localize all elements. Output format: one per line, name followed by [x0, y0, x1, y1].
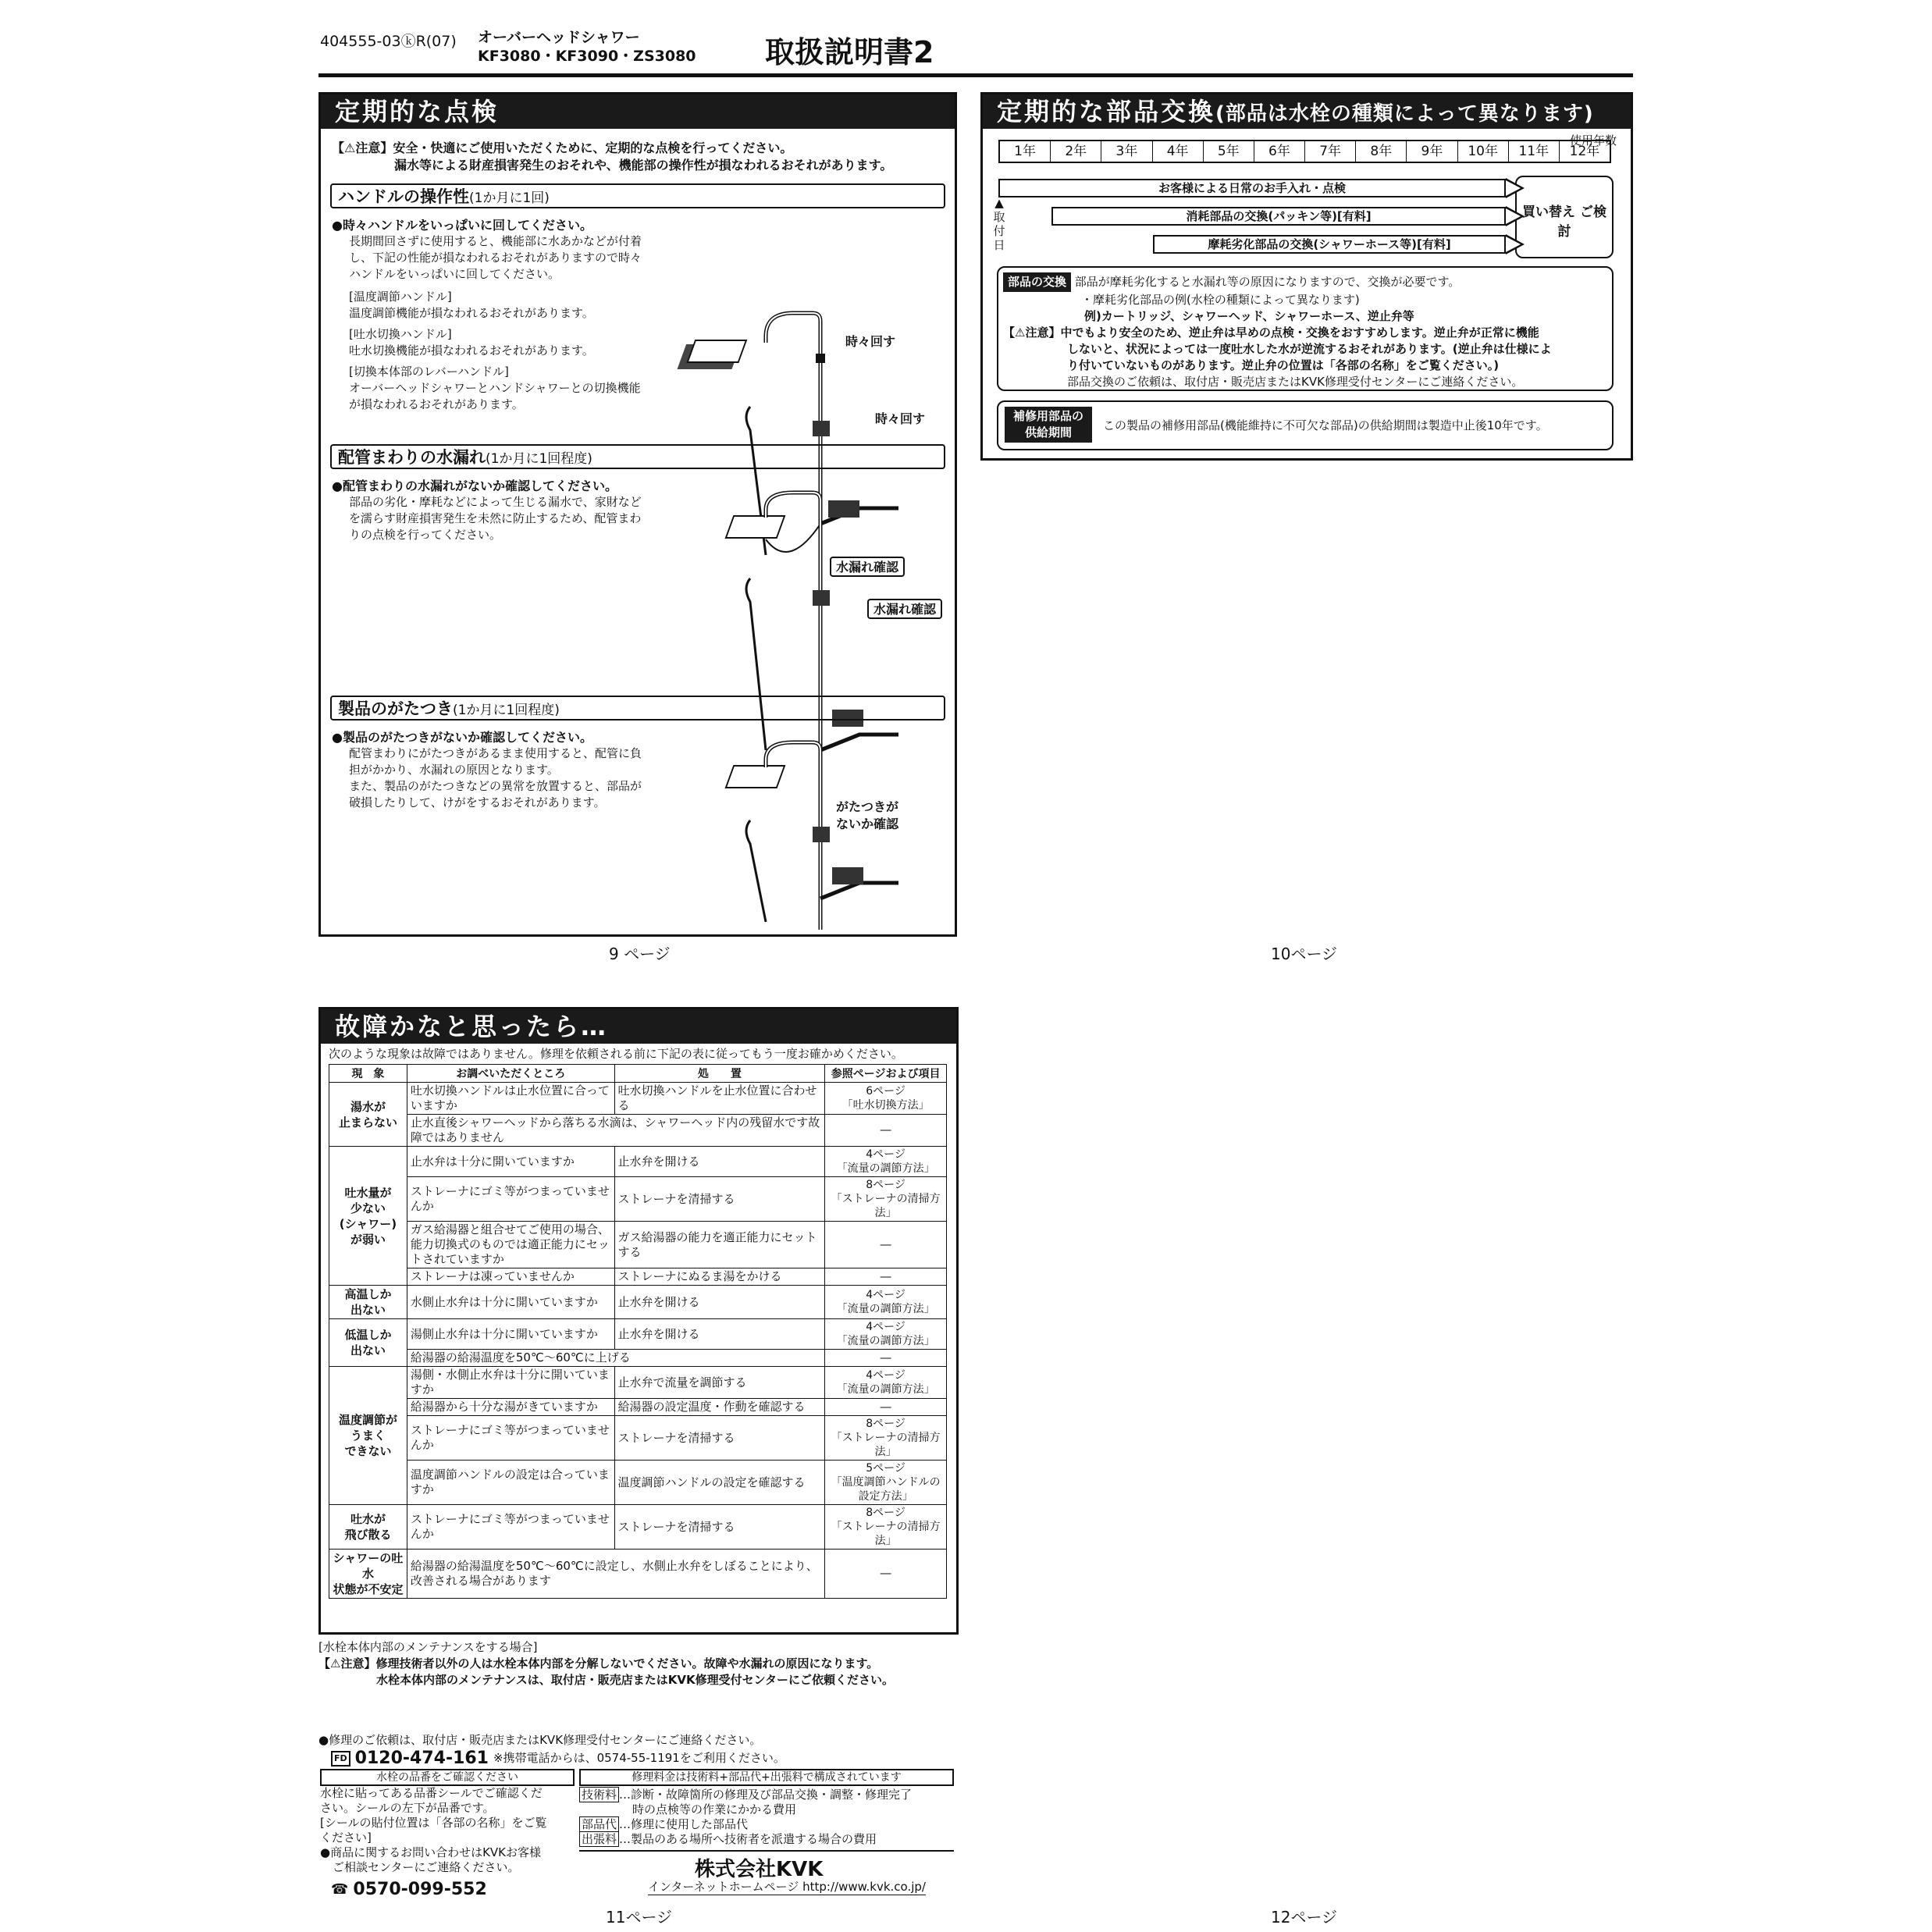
exchange-text1: 部品が摩耗劣化すると水漏れ等の原因になりますので、交換が必要です。 [1074, 275, 1461, 289]
handle-lever-text1: オーバーヘッドシャワーとハンドシャワーとの切換機能 [349, 381, 641, 395]
exchange-caution2: しないと、状況によっては一度吐水した水が逆流するおそれがあります。(逆止弁は仕様によ [1067, 342, 1552, 356]
supply-tag-line1: 補修用部品の [1012, 409, 1083, 423]
leak-text [332, 476, 714, 543]
wobble-bullet: ●製品のがたつきがないか確認してください。 [332, 730, 592, 745]
free-dial-number: 0120-474-161 [354, 1749, 489, 1768]
shower-illustration-1 [719, 212, 953, 524]
action-cell: 吐水切換ハンドルを止水位置に合わせる [614, 1083, 825, 1115]
page-number-11: 11ページ [606, 1908, 673, 1927]
parts-fee-text: …修理に使用した部品代 [619, 1817, 749, 1831]
action-cell: ストレーナを清掃する [614, 1416, 825, 1461]
table-row [329, 1115, 947, 1147]
years-label: 使用年数 [1569, 133, 1617, 148]
check-cell: 吐水切換ハンドルは止水位置に合っていますか [407, 1083, 614, 1115]
reference-cell: ― [825, 1350, 947, 1367]
reference-cell: ― [825, 1115, 947, 1147]
handle-bullet: ●時々ハンドルをいっぱいに回してください。 [332, 218, 592, 233]
inspection-title: 定期的な点検 [321, 94, 955, 129]
year-cell: 12年 [1569, 144, 1600, 159]
free-dial-icon: FD [331, 1751, 350, 1767]
model-check-text [320, 1786, 547, 1875]
table-row [329, 1550, 947, 1599]
travel-fee-tag: 出張料 [579, 1831, 619, 1847]
column-header: 処 置 [614, 1065, 825, 1083]
model-check-line4: ください] [320, 1831, 372, 1845]
wobble-text [332, 728, 714, 811]
trouble-panel [318, 1007, 959, 1635]
inspection-caution [332, 140, 892, 174]
wobble-body1: 配管まわりにがたつきがあるまま使用すると、配管に負 [349, 746, 642, 760]
column-header: お調べいただくところ [407, 1065, 614, 1083]
exchange-caution3: り付いていないものがあります。逆止弁の位置は「各部の名称」をご覧ください。) [1067, 358, 1500, 372]
product-models: KF3080・KF3090・ZS3080 [478, 48, 696, 65]
tech-fee-text: …診断・故障箇所の修理及び部品交換・調整・修理完了 [619, 1788, 913, 1802]
action-cell: ストレーナを清掃する [614, 1505, 825, 1550]
supply-box [997, 400, 1614, 450]
action-cell: 止水弁を開ける [614, 1319, 825, 1350]
page-number-10: 10ページ [1271, 945, 1338, 963]
install-date-label: ▲ 取 付 日 [993, 196, 1005, 252]
fee-label: 修理料金は技術料+部品代+出張料で構成されています [579, 1769, 954, 1786]
check-cell: ストレーナは凍っていませんか [407, 1268, 614, 1286]
parts-fee-tag: 部品代 [579, 1816, 619, 1832]
travel-fee-text: …製品のある場所へ技術者を派遣する場合の費用 [619, 1832, 877, 1846]
check-cell: 止水直後シャワーヘッドから落ちる水滴は、シャワーヘッド内の残留水です故障ではありません [407, 1115, 824, 1147]
parts-subtitle: (部品は水栓の種類によって異なります) [1215, 102, 1594, 126]
phenomenon-cell: 低温しか 出ない [329, 1319, 407, 1367]
exchange-text4: 部品交換のご依頼は、取付店・販売店またはKVK修理受付センターにご連絡ください。 [1067, 375, 1524, 389]
year-cell: 10年 [1458, 141, 1509, 162]
phenomenon-cell: 吐水が 飛び散る [329, 1505, 407, 1550]
check-cell: 温度調節ハンドルの設定は合っていますか [407, 1461, 614, 1505]
arrow-daily-care: お客様による日常のお手入れ・点検 [998, 179, 1506, 197]
leak-check-callout-b: 水漏れ確認 [867, 599, 942, 619]
reference-cell: 4ページ 「流量の調節方法」 [825, 1286, 947, 1319]
year-cell: 11年 [1509, 141, 1560, 162]
year-cell: 5年 [1204, 141, 1254, 162]
handle-body3: ハンドルをいっぱいに回してください。 [349, 267, 560, 281]
maintenance-caution2: 水栓本体内部のメンテナンスは、取付店・販売店またはKVK修理受付センターにご依頼ください。 [376, 1673, 895, 1687]
wobble-check-label [836, 799, 898, 833]
maintenance-title: [水栓本体内部のメンテナンスをする場合] [318, 1640, 538, 1654]
table-row [329, 1416, 947, 1461]
repair-contact: ●修理のご依頼は、取付店・販売店またはKVK修理受付センターにご連絡ください。 [318, 1733, 762, 1747]
model-check-line1: 水栓に貼ってある品番シールでご確認くだ [320, 1786, 543, 1800]
parts-panel [980, 92, 1633, 461]
trouble-table [329, 1064, 947, 1599]
maintenance-caution1: 【⚠注意】修理技術者以外の人は水栓本体内部を分解しないでください。故障や水漏れの原因になります。 [318, 1656, 879, 1670]
turn-label-a: 時々回す [845, 334, 896, 349]
parts-title-main: 定期的な部品交換 [997, 97, 1216, 126]
reference-cell: 4ページ 「流量の調節方法」 [825, 1147, 947, 1177]
action-cell: ストレーナにぬるま湯をかける [614, 1268, 825, 1286]
wobble-body4: 破損したりして、けがをするおそれがあります。 [349, 795, 606, 809]
check-cell: 湯側止水弁は十分に開いていますか [407, 1319, 614, 1350]
inquiry-phone-number: 0570-099-552 [353, 1880, 487, 1899]
handle-body1: 長期間回さずに使用すると、機能部に水あかなどが付着 [349, 234, 642, 248]
phenomenon-cell: 高温しか 出ない [329, 1286, 407, 1319]
page-number-9: 9 ページ [609, 945, 671, 963]
reference-cell: 8ページ 「ストレーナの清掃方法」 [825, 1177, 947, 1222]
check-cell: ガス給湯器と組合せてご使用の場合、能力切換式のものでは適正能力にセットされていますか [407, 1222, 614, 1268]
phone-icon: ☎ [331, 1881, 349, 1898]
phenomenon-cell: シャワーの吐水 状態が不安定 [329, 1550, 407, 1599]
header-rule [318, 73, 1633, 77]
column-header: 現 象 [329, 1065, 407, 1083]
check-cell: ストレーナにゴミ等がつまっていませんか [407, 1505, 614, 1550]
table-row [329, 1268, 947, 1286]
years-table [998, 140, 1611, 163]
shower-illustration-3 [719, 742, 953, 930]
check-cell: 給湯器から十分な湯がきていますか [407, 1399, 614, 1416]
fee-details [579, 1788, 954, 1847]
replacement-consider-box: 買い替え ご検討 [1515, 176, 1614, 258]
year-cell: 2年 [1051, 141, 1101, 162]
wobble-body3: また、製品のがたつきなどの異常を放置すると、部品が [349, 779, 642, 793]
inquiry-line1: ●商品に関するお問い合わせはKVKお客様 [320, 1845, 542, 1859]
maintenance-note [318, 1639, 894, 1688]
check-cell: 湯側・水側止水弁は十分に開いていますか [407, 1367, 614, 1399]
handle-section-heading [330, 183, 945, 208]
year-cell: 3年 [1101, 141, 1152, 162]
reference-cell: 8ページ 「ストレーナの清掃方法」 [825, 1416, 947, 1461]
phenomenon-cell: 温度調節が うまく できない [329, 1367, 407, 1505]
exchange-tag: 部品の交換 [1003, 272, 1071, 292]
reference-cell: 8ページ 「ストレーナの清掃方法」 [825, 1505, 947, 1550]
trouble-intro: 次のような現象は故障ではありません。修理を依頼される前に下記の表に従ってもう一度お確かめください。 [329, 1047, 903, 1061]
year-cell: 9年 [1407, 141, 1457, 162]
check-cell: 給湯器の給湯温度を50℃～60℃に設定し、水側止水弁をしぼることにより、改善される場合があります [407, 1550, 824, 1599]
year-cell: 4年 [1153, 141, 1204, 162]
handle-freq: (1か月に1回) [469, 190, 550, 206]
model-check-label: 水栓の品番をご確認ください [320, 1769, 575, 1786]
turn-label-b: 時々回す [875, 411, 926, 426]
exchange-caution1: 【⚠注意】中でもより安全のため、逆止弁は早めの点検・交換をおすすめします。逆止弁が正常に機能 [1003, 326, 1539, 340]
arrow-wear-parts: 摩耗劣化部品の交換(シャワーホース等)[有料] [1153, 235, 1506, 254]
reference-cell: ― [825, 1550, 947, 1599]
check-cell: ストレーナにゴミ等がつまっていませんか [407, 1177, 614, 1222]
shower-illustration-2 [719, 493, 953, 774]
company-name: 株式会社KVK [695, 1858, 824, 1881]
product-name [478, 28, 696, 66]
reference-cell: 4ページ 「流量の調節方法」 [825, 1367, 947, 1399]
doc-code: 404555-03ⓚR(07) [320, 33, 457, 50]
year-cell: 8年 [1356, 141, 1407, 162]
reference-cell: 4ページ 「流量の調節方法」 [825, 1319, 947, 1350]
phenomenon-cell: 湯水が 止まらない [329, 1083, 407, 1147]
wobble-label-line1: がたつきが [836, 799, 899, 814]
action-cell: 温度調節ハンドルの設定を確認する [614, 1461, 825, 1505]
reference-cell: 5ページ 「温度調節ハンドルの 設定方法」 [825, 1461, 947, 1505]
handle-switch-label: [吐水切換ハンドル] [349, 327, 452, 341]
handle-temp-label: [温度調節ハンドル] [349, 290, 452, 304]
leak-heading: 配管まわりの水漏れ [338, 448, 486, 467]
handle-heading: ハンドルの操作性 [338, 187, 469, 206]
year-cell: 1年 [1000, 141, 1051, 162]
action-cell: 止水弁を開ける [614, 1286, 825, 1319]
mobile-note: ※携帯電話からは、0574-55-1191をご利用ください。 [493, 1751, 785, 1765]
wobble-heading: 製品のがたつき [338, 699, 453, 718]
wobble-body2: 担がかかり、水漏れの原因となります。 [349, 763, 559, 777]
model-check-line2: さい。シールの左下が品番です。 [320, 1801, 495, 1815]
wobble-section-heading [330, 696, 945, 720]
exchange-box [997, 266, 1614, 391]
product-type: オーバーヘッドシャワー [478, 29, 640, 46]
action-cell: 止水弁で流量を調節する [614, 1367, 825, 1399]
document-title: 取扱説明書2 [765, 35, 934, 69]
model-check-line3: [シールの貼付位置は「各部の名称」をご覧 [320, 1816, 547, 1830]
check-cell: 給湯器の給湯温度を50℃～60℃に上げる [407, 1350, 824, 1367]
handle-temp-text: 温度調節機能が損なわれるおそれがあります。 [349, 306, 594, 320]
parts-title [983, 94, 1631, 129]
leak-body2: を濡らす財産損害発生を未然に防止するため、配管まわ [349, 511, 642, 525]
table-row [329, 1319, 947, 1350]
company-rule [579, 1850, 954, 1852]
year-cell: 6年 [1254, 141, 1305, 162]
leak-freq: (1か月に1回程度) [486, 451, 592, 467]
tech-fee-tag: 技術料 [579, 1787, 619, 1802]
handle-lever-text2: が損なわれるおそれがあります。 [349, 397, 524, 411]
supply-tag [1005, 407, 1092, 443]
inspection-panel [318, 92, 957, 937]
check-cell: 止水弁は十分に開いていますか [407, 1147, 614, 1177]
handle-body2: し、下記の性能が損なわれるおそれがありますので時々 [349, 251, 642, 265]
table-row [329, 1083, 947, 1115]
action-cell: 給湯器の設定温度・作動を確認する [614, 1399, 825, 1416]
phenomenon-cell: 吐水量が 少ない (シャワー) が弱い [329, 1147, 407, 1286]
leak-bullet: ●配管まわりの水漏れがないか確認してください。 [332, 479, 617, 493]
action-cell: ストレーナを清掃する [614, 1177, 825, 1222]
handle-text [332, 215, 714, 413]
leak-body3: りの点検を行ってください。 [349, 528, 502, 542]
reference-cell: 6ページ 「吐水切換方法」 [825, 1083, 947, 1115]
check-cell: ストレーナにゴミ等がつまっていませんか [407, 1416, 614, 1461]
caution-line2: 漏水等による財産損害発生のおそれや、機能部の操作性が損なわれるおそれがあります。 [394, 158, 893, 173]
table-row [329, 1147, 947, 1177]
exchange-text2: ・摩耗劣化部品の例(水栓の種類によって異なります) [1081, 293, 1360, 307]
caution-line1: 【⚠注意】安全・快適にご使用いただくために、定期的な点検を行ってください。 [332, 141, 793, 155]
page-number-12: 12ページ [1271, 1908, 1338, 1927]
action-cell: ガス給湯器の能力を適正能力にセットする [614, 1222, 825, 1268]
check-cell: 水側止水弁は十分に開いていますか [407, 1286, 614, 1319]
supply-text: この製品の補修用部品(機能維持に不可欠な部品)の供給期間は製造中止後10年です。 [1103, 418, 1548, 432]
inquiry-line2: ご相談センターにご連絡ください。 [333, 1860, 520, 1874]
reference-cell: ― [825, 1268, 947, 1286]
exchange-text3: 例)カートリッジ、シャワーヘッド、シャワーホース、逆止弁等 [1084, 309, 1414, 323]
column-header: 参照ページおよび項目 [825, 1065, 947, 1083]
free-dial-line [331, 1749, 785, 1768]
action-cell: 止水弁を開ける [614, 1147, 825, 1177]
leak-check-callout-a: 水漏れ確認 [830, 557, 905, 577]
year-cell: 7年 [1305, 141, 1356, 162]
leak-body1: 部品の劣化・摩耗などによって生じる漏水で、家財など [349, 495, 642, 509]
table-row [329, 1367, 947, 1399]
arrow-consumable: 消耗部品の交換(パッキン等)[有料] [1051, 207, 1506, 226]
leak-section-heading [330, 444, 945, 469]
table-row [329, 1177, 947, 1222]
table-row [329, 1350, 947, 1367]
handle-lever-label: [切換本体部のレバーハンドル] [349, 365, 509, 379]
tech-fee-text2: 時の点検等の作業にかかる費用 [632, 1802, 797, 1816]
supply-tag-line2: 供給期間 [1024, 425, 1072, 439]
trouble-title: 故障かなと思ったら… [321, 1009, 956, 1044]
reference-cell: ― [825, 1399, 947, 1416]
table-row [329, 1286, 947, 1319]
wobble-freq: (1か月に1回程度) [453, 703, 560, 718]
inquiry-phone [331, 1880, 487, 1899]
table-row [329, 1399, 947, 1416]
table-row [329, 1505, 947, 1550]
wobble-label-line2: ないか確認 [836, 817, 899, 831]
reference-cell: ― [825, 1222, 947, 1268]
table-row [329, 1222, 947, 1268]
handle-switch-text: 吐水切換機能が損なわれるおそれがあります。 [349, 343, 594, 358]
table-row [329, 1461, 947, 1505]
company-website[interactable]: インターネットホームページ http://www.kvk.co.jp/ [648, 1880, 926, 1894]
